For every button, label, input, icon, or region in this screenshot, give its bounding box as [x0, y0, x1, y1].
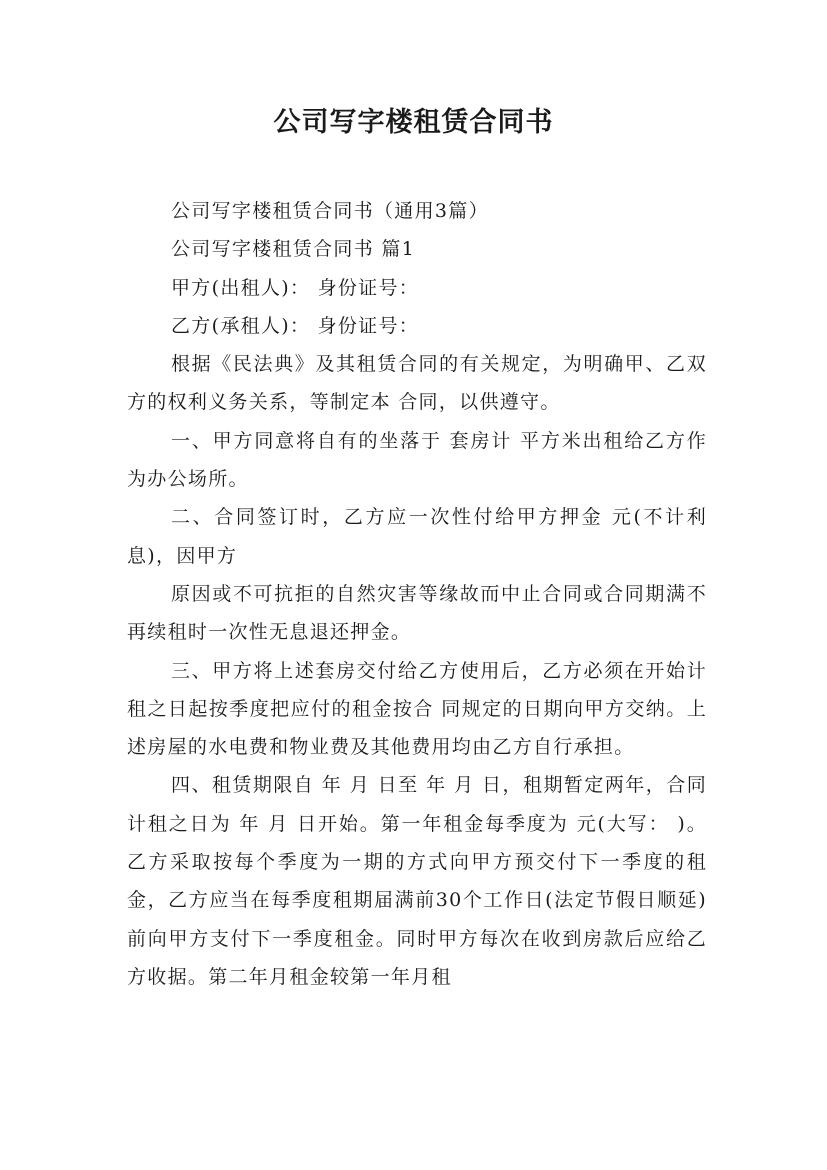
paragraph-preamble: 根据《民法典》及其租赁合同的有关规定，为明确甲、乙双方的权利义务关系，等制定本 合同，以供遵守。: [127, 353, 707, 414]
paragraph-clause-3: 三、甲方将上述套房交付给乙方使用后，乙方必须在开始计租之日起按季度把应付的租金按合 同规定的日期向甲方交纳。上述房屋的水电费和物业费及其他费用均由乙方自行承担。: [127, 659, 707, 759]
paragraph-party-a: 甲方(出租人)： 身份证号：: [171, 276, 420, 299]
paragraph-subtitle: 公司写字楼租赁合同书（通用3篇）: [171, 200, 489, 222]
paragraph-party-b: 乙方(承租人)： 身份证号：: [171, 314, 420, 337]
document-title: 公司写字楼租赁合同书: [273, 107, 554, 138]
paragraph-clause-2-continued: 原因或不可抗拒的自然灾害等缘故而中止合同或合同期满不再续租时一次性无息退还押金。: [127, 582, 707, 644]
paragraph-section-heading: 公司写字楼租赁合同书 篇1: [171, 238, 416, 261]
paragraph-clause-1: 一、甲方同意将自有的坐落于 套房计 平方米出租给乙方作为办公场所。: [127, 429, 707, 491]
paragraph-clause-4: 四、租赁期限自 年 月 日至 年 月 日，租期暂定两年，合同计租之日为 年 月 日开始。第一年租金每季度为 元(大写： )。乙方采取按每个季度为一期的方式向甲方预交付下一季度的租金，乙方应当在每季度租期届满前30个工作日(法定节假日顺延)前向甲方支付下一季度租金。同时甲方每次在收到房款后应给乙方收据。第二年月租金较第一年月租: [127, 774, 707, 988]
document-body: [127, 192, 707, 996]
paragraph-clause-2: 二、合同签订时，乙方应一次性付给甲方押金 元(不计利息)，因甲方: [127, 506, 707, 567]
